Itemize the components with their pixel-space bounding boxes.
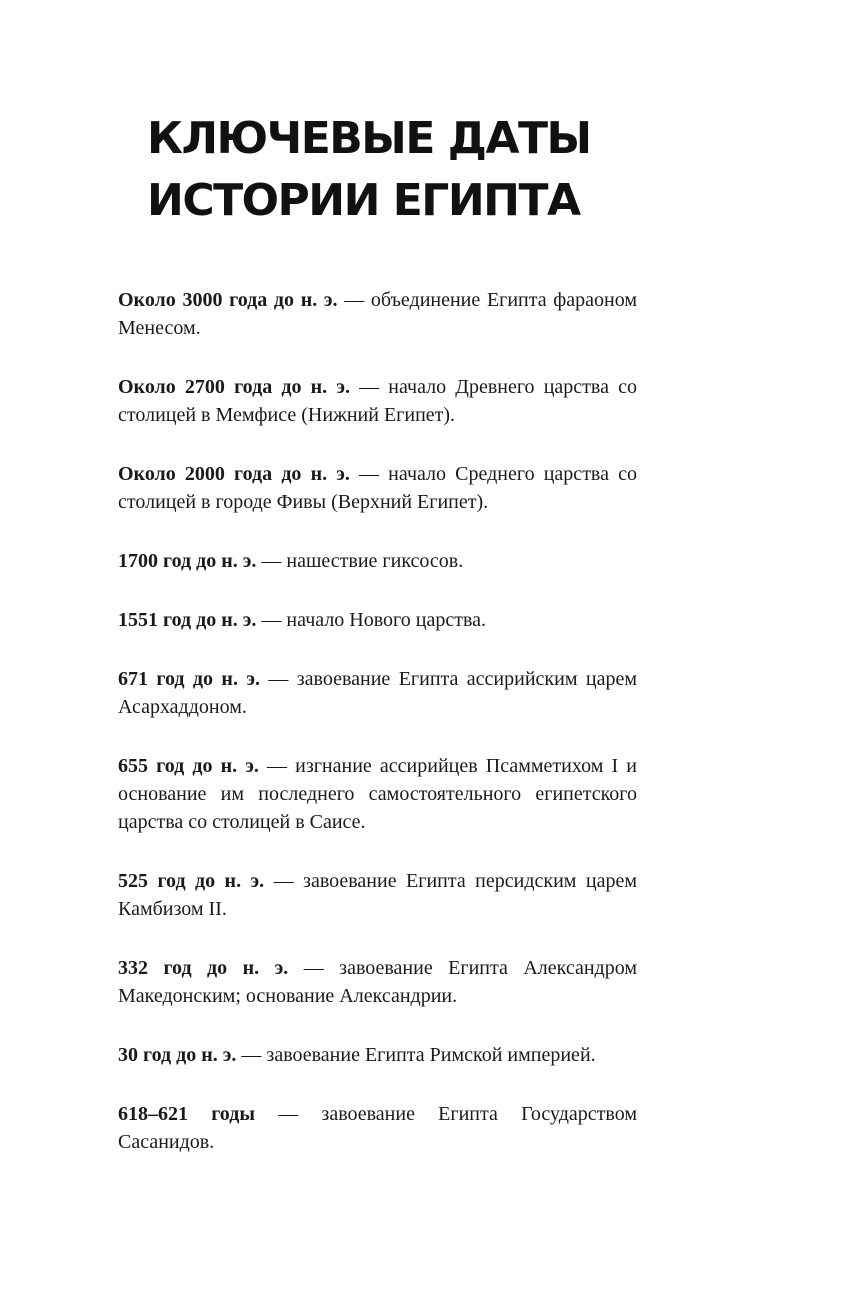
- entry-text: — начало Среднего царства со столицей в городе Фивы (Верхний Египет).: [118, 463, 638, 513]
- date-entry: [118, 547, 637, 575]
- date-entry: [118, 1041, 637, 1069]
- dates-list: [118, 286, 637, 1187]
- date-entry: [118, 954, 637, 1010]
- entry-text: — изгнание ассирийцев Псамметихом I и основание им последнего самостоятельного египетского царства со столицей в Саисе.: [118, 755, 637, 833]
- entry-date: 618–621 годы: [118, 1103, 255, 1125]
- entry-text: — завоевание Египта персидским царем Камбизом II.: [118, 870, 637, 920]
- entry-date: 525 год до н. э.: [118, 870, 265, 892]
- entry-date: Около 2000 года до н. э.: [118, 463, 350, 485]
- entry-date: 671 год до н. э.: [118, 668, 260, 690]
- title-line-2: ИСТОРИИ ЕГИПТА: [147, 175, 580, 226]
- page-title: [147, 108, 707, 232]
- date-entry: [118, 1100, 637, 1156]
- date-entry: [118, 665, 637, 721]
- entry-date: 1700 год до н. э.: [118, 550, 257, 572]
- entry-date: Около 2700 года до н. э.: [118, 376, 350, 398]
- entry-text: — завоевание Египта Государством Сасанидов.: [118, 1103, 637, 1153]
- date-entry: [118, 752, 637, 836]
- entry-date: Около 3000 года до н. э.: [118, 289, 338, 311]
- entry-date: 655 год до н. э.: [118, 755, 259, 777]
- date-entry: [118, 460, 637, 516]
- entry-date: 332 год до н. э.: [118, 957, 289, 979]
- entry-text: — завоевание Египта ассирийским царем Асархаддоном.: [118, 668, 637, 718]
- date-entry: [118, 867, 637, 923]
- date-entry: [118, 373, 637, 429]
- entry-text: — начало Нового царства.: [256, 609, 487, 631]
- entry-text: — нашествие гиксосов.: [256, 550, 464, 572]
- entry-text: — завоевание Египта Римской империей.: [236, 1044, 596, 1066]
- date-entry: [118, 286, 637, 342]
- entry-date: 30 год до н. э.: [118, 1044, 237, 1066]
- date-entry: [118, 606, 637, 634]
- title-line-1: КЛЮЧЕВЫЕ ДАТЫ: [147, 113, 591, 164]
- entry-text: — начало Древнего царства со столицей в Мемфисе (Нижний Египет).: [118, 376, 637, 426]
- entry-text: — завоевание Египта Александром Македонским; основание Александрии.: [118, 957, 637, 1007]
- entry-date: 1551 год до н. э.: [118, 609, 257, 631]
- entry-text: — объединение Египта фараоном Менесом.: [118, 289, 637, 339]
